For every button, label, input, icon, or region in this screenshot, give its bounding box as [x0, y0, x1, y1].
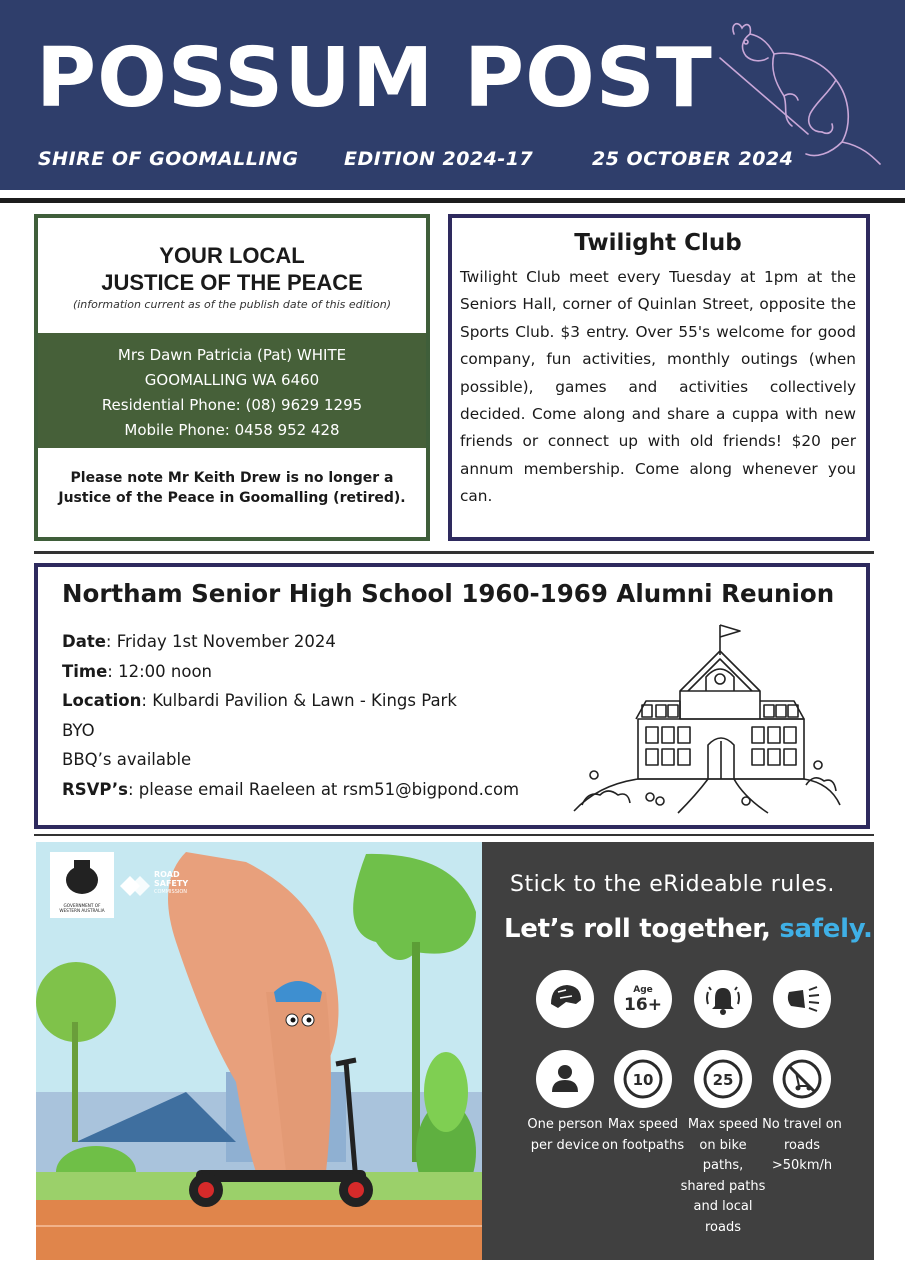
rsc-line2: SAFETY — [154, 879, 189, 888]
wa-government-logo — [50, 852, 114, 918]
possum-icon — [712, 14, 887, 174]
edition-number: EDITION 2024-17 — [344, 148, 534, 170]
jp-title-line1: YOUR LOCAL — [159, 243, 305, 268]
wa-logo-line2: WESTERN AUSTRALIA — [59, 908, 105, 913]
jp-header — [38, 218, 426, 333]
reunion-rsvp-label: RSVP’s — [62, 779, 128, 799]
jp-mobile-phone: Mobile Phone: 0458 952 428 — [124, 421, 340, 439]
age-label: Age — [633, 985, 653, 995]
jp-name: Mrs Dawn Patricia (Pat) WHITE — [117, 346, 347, 364]
reunion-date-label: Date — [62, 632, 106, 651]
rsc-line3: COMMISSION — [154, 889, 188, 895]
tagline-accent: safely. — [779, 914, 873, 944]
jp-note: (information current as of the publish date of this edition) — [72, 298, 392, 311]
reunion-box — [34, 563, 870, 829]
reunion-byo: BYO — [62, 720, 95, 740]
speed-limit-10-icon — [614, 1050, 672, 1108]
poster-headline: Stick to the eRideable rules. — [510, 872, 835, 897]
speed-limit-25-icon — [694, 1050, 752, 1108]
no-scooter-icon — [773, 1050, 831, 1108]
reunion-bbq: BBQ’s available — [62, 750, 192, 770]
jp-title — [38, 242, 426, 296]
reunion-location — [62, 686, 519, 716]
caption-footpaths: Max speed on footpaths — [601, 1117, 685, 1153]
helmet-icon — [536, 970, 594, 1028]
wa-logo-line1: GOVERNMENT OF — [63, 903, 101, 908]
reunion-time-label: Time — [62, 661, 108, 681]
jp-address: GOOMALLING WA 6460 — [144, 371, 320, 389]
caption-roads: No travel on roads >50km/h — [762, 1117, 842, 1173]
reunion-date — [62, 627, 519, 657]
road-safety-commission-logo — [118, 870, 189, 906]
rsc-line1: ROAD — [154, 870, 180, 879]
school-building-icon — [568, 615, 843, 815]
twilight-title: Twilight Club — [574, 230, 742, 256]
eridable-rules-panel — [482, 842, 874, 1260]
section-divider — [34, 834, 874, 836]
jp-title-line2: JUSTICE OF THE PEACE — [101, 270, 363, 295]
reunion-title: Northam Senior High School 1960-1969 Alumni Reunion — [62, 579, 835, 608]
bell-icon — [694, 970, 752, 1028]
masthead — [0, 0, 905, 190]
jp-footer-note: Please note Mr Keith Drew is no longer a Justice of the Peace in Goomalling (retired). — [58, 470, 406, 506]
headlight-icon — [773, 970, 831, 1028]
poster-tagline — [504, 914, 873, 944]
reunion-location-value: : Kulbardi Pavilion & Lawn - Kings Park — [141, 691, 457, 711]
twilight-club-box — [448, 214, 870, 541]
twilight-body: Twilight Club meet every Tuesday at 1pm at the Seniors Hall, corner of Quinlan Street, opposite the Sports Club. $3 entry. Over 55's welcome for good company, fun activities, monthly outings (when possible), games and activities collectively decided. Come along and share a cuppa with new friends or connect up with old friends! $20 per annum membership. Come along whenever you can. — [460, 268, 856, 506]
jp-residential-phone: Residential Phone: (08) 9629 1295 — [101, 396, 363, 414]
caption-bike-paths: Max speed on bike paths, shared paths and local roads — [680, 1117, 766, 1235]
reunion-time-value: : 12:00 noon — [107, 661, 213, 681]
road-safety-mark-icon — [118, 872, 152, 902]
rsc-wordmark — [154, 870, 188, 897]
reunion-rsvp — [62, 775, 519, 805]
newsletter-title: POSSUM POST — [36, 31, 713, 126]
eridable-poster-illustration — [36, 842, 482, 1260]
speed-10-value: 10 — [632, 1071, 654, 1089]
person-icon — [536, 1050, 594, 1108]
age-value: 16+ — [624, 995, 662, 1015]
shire-name: SHIRE OF GOOMALLING — [38, 148, 299, 170]
age-16-icon — [614, 970, 672, 1028]
reunion-details — [62, 627, 519, 805]
reunion-location-label: Location — [62, 691, 142, 711]
reunion-time — [62, 657, 519, 687]
caption-one-person: One person per device — [527, 1117, 603, 1153]
speed-25-value: 25 — [712, 1071, 734, 1089]
jp-notice-box — [34, 214, 430, 541]
crest-icon — [50, 852, 114, 918]
tagline-main: Let’s roll together, — [504, 914, 780, 944]
reunion-rsvp-value: : please email Raeleen at rsm51@bigpond.com — [128, 779, 520, 799]
section-divider — [34, 551, 874, 554]
reunion-date-value: : Friday 1st November 2024 — [105, 632, 336, 651]
edition-date: 25 OCTOBER 2024 — [592, 148, 794, 170]
masthead-divider — [0, 198, 905, 203]
jp-contact-panel — [38, 333, 426, 448]
